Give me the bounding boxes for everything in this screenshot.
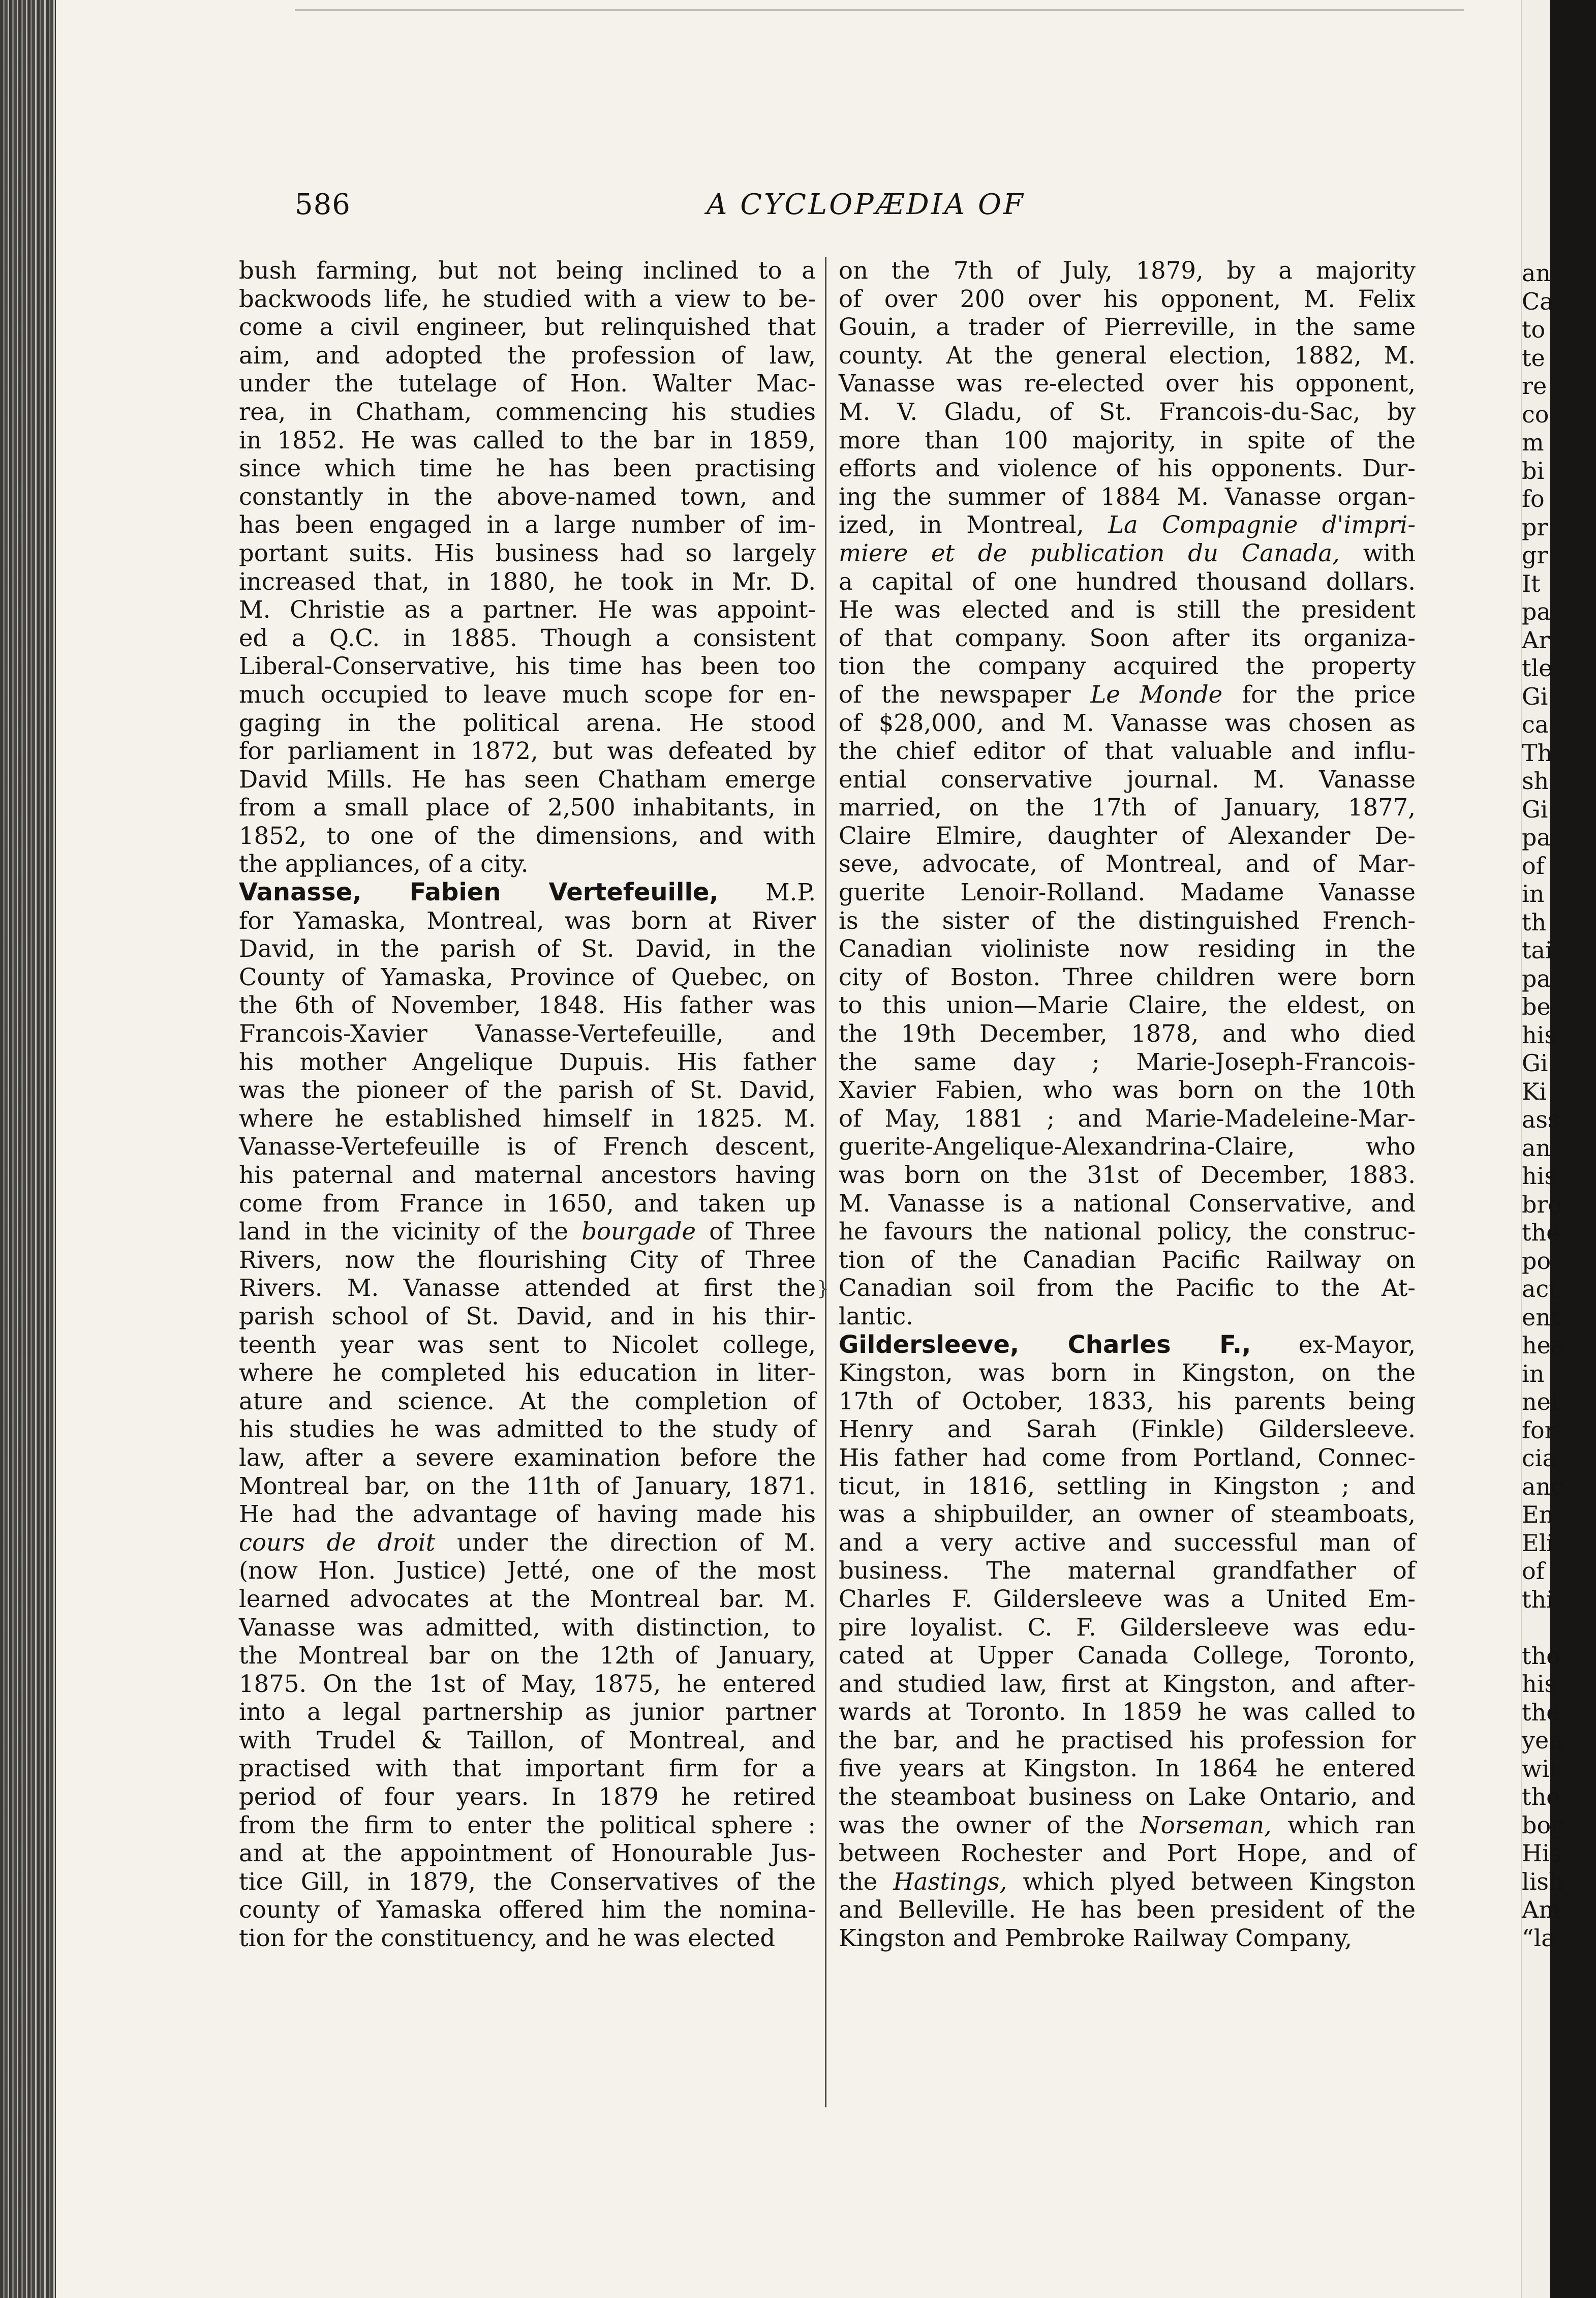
text-line: where he completed his education in liter-: [239, 1359, 816, 1387]
text-fragment: of Three: [695, 1218, 816, 1246]
text-line: was the pioneer of the parish of St. David,: [239, 1076, 816, 1104]
text-line: and studied law, first at Kingston, and after-: [839, 1670, 1416, 1698]
text-line: practised with that important firm for a: [239, 1755, 816, 1782]
next-page-fragment: Gi: [1522, 795, 1548, 823]
next-page-fragment: te: [1522, 344, 1545, 372]
text-line: constantly in the above-named town, and: [239, 482, 816, 510]
text-line: period of four years. In 1879 he retired: [239, 1783, 816, 1811]
text-line: gaging in the political arena. He stood: [239, 709, 816, 737]
text-line: the same day ; Marie-Joseph-Francois-: [839, 1048, 1416, 1076]
text-line: learned advocates at the Montreal bar. M.: [239, 1585, 816, 1613]
next-page-fragment: Gi: [1522, 1049, 1548, 1077]
running-title: A CYCLOPÆDIA OF: [707, 188, 1025, 221]
text-line: aim, and adopted the profession of law,: [239, 341, 816, 369]
text-line: Kingston and Pembroke Railway Company,: [839, 1924, 1353, 1952]
text-line: [239, 1218, 816, 1246]
italic-term: miere et de publication du Canada,: [839, 539, 1340, 567]
text-line: David, in the parish of St. David, in the: [239, 935, 816, 963]
next-page-fragment: to: [1522, 316, 1546, 343]
italic-term: bourgade: [581, 1218, 696, 1246]
entry-heading: Gildersleeve, Charles F.,: [839, 1330, 1251, 1359]
right-column: [839, 257, 1416, 1953]
text-line: Charles F. Gildersleeve was a United Em-: [839, 1585, 1416, 1613]
text-line: Canadian soil from the Pacific to the At-: [839, 1274, 1416, 1302]
column-divider: [825, 257, 826, 2107]
text-fragment: ized, in Montreal,: [839, 511, 1109, 539]
next-page-fragment: wit: [1522, 1755, 1559, 1782]
next-page-fragment: bro: [1522, 1190, 1562, 1218]
text-fragment: for the price: [1222, 680, 1416, 708]
text-line: bush farming, but not being inclined to a: [239, 257, 816, 284]
next-page-fragment: hea: [1522, 1332, 1565, 1359]
text-line: He had the advantage of having made his: [239, 1500, 816, 1528]
next-page-fragment: anc: [1522, 1472, 1564, 1500]
text-line: M. Christie as a partner. He was appoint-: [239, 596, 816, 624]
next-page-fragment: his: [1522, 1021, 1556, 1049]
text-line: his paternal and maternal ancestors having: [239, 1161, 816, 1189]
text-line: since which time he has been practising: [239, 455, 816, 482]
entry-heading-suffix: ex-Mayor,: [1251, 1331, 1416, 1358]
text-line: the 19th December, 1878, and who died: [839, 1020, 1416, 1048]
next-page-fragment: of: [1522, 852, 1545, 880]
text-line: into a legal partnership as junior partner: [239, 1698, 816, 1726]
text-line: [839, 1868, 1416, 1896]
text-line: his mother Angelique Dupuis. His father: [239, 1048, 816, 1076]
next-page-fragment: Gi: [1522, 682, 1548, 710]
italic-term: Le Monde: [1090, 680, 1223, 708]
text-line: tion of the Canadian Pacific Railway on: [839, 1246, 1416, 1274]
next-page-fragment: thi: [1522, 1585, 1554, 1613]
text-line: increased that, in 1880, he took in Mr. D.: [239, 567, 816, 595]
next-page-fragment: nei: [1522, 1388, 1558, 1415]
next-page-fragment: his: [1522, 1162, 1556, 1190]
text-line: ential conservative journal. M. Vanasse: [839, 765, 1416, 793]
text-line: ed a Q.C. in 1885. Though a consistent: [239, 624, 816, 652]
text-line: county. At the general election, 1882, M.: [839, 341, 1416, 369]
next-page-fragment: lish: [1522, 1867, 1564, 1895]
next-page-fragment: fo: [1522, 485, 1545, 512]
text-line: Francois-Xavier Vanasse-Vertefeuille, and: [239, 1020, 816, 1048]
text-line: five years at Kingston. In 1864 he entered: [839, 1755, 1416, 1782]
text-line: Liberal-Conservative, his time has been too: [239, 652, 816, 680]
scan-binding-edge: [0, 0, 56, 2298]
next-page-fragment: po: [1522, 1247, 1551, 1275]
text-line: [839, 539, 1416, 568]
text-line: has been engaged in a large number of im-: [239, 511, 816, 539]
next-page-fragment: yea: [1522, 1727, 1563, 1754]
next-page-fragment: “la: [1522, 1924, 1555, 1952]
text-line: was born on the 31st of December, 1883.: [839, 1161, 1416, 1189]
text-line: Vanasse was re-elected over his opponent,: [839, 370, 1416, 398]
next-page-fragment: His: [1522, 1839, 1562, 1867]
next-page-fragment: ent: [1522, 1303, 1560, 1331]
text-line: a capital of one hundred thousand dollars.: [839, 567, 1416, 595]
text-line: 17th of October, 1833, his parents being: [839, 1387, 1416, 1415]
text-line: guerite Lenoir-Rolland. Madame Vanasse: [839, 879, 1416, 906]
text-line: [839, 511, 1416, 539]
next-page-fragment: tai: [1522, 936, 1553, 964]
text-fragment: under the direction of M.: [435, 1528, 816, 1556]
text-line: ature and science. At the completion of: [239, 1387, 816, 1415]
text-line: pire loyalist. C. F. Gildersleeve was edu-: [839, 1613, 1416, 1641]
next-page-fragment: for: [1522, 1416, 1556, 1444]
text-line: guerite-Angelique-Alexandrina-Claire, who: [839, 1133, 1416, 1161]
next-page-fragment: Ar: [1522, 626, 1550, 654]
text-line: County of Yamaska, Province of Quebec, on: [239, 963, 816, 991]
text-line: David Mills. He has seen Chatham emerge: [239, 765, 816, 793]
text-line: business. The maternal grandfather of: [839, 1557, 1416, 1585]
text-line: His father had come from Portland, Connec-: [839, 1443, 1416, 1471]
margin-mark: }: [817, 1277, 830, 1299]
next-page-fragment: re: [1522, 372, 1547, 400]
text-line: Rivers. M. Vanasse attended at first the: [239, 1274, 816, 1302]
text-line: of May, 1881 ; and Marie-Madeleine-Mar-: [839, 1104, 1416, 1132]
text-line: the 6th of November, 1848. His father was: [239, 991, 816, 1019]
page-number: 586: [295, 188, 351, 221]
text-line: the steamboat business on Lake Ontario, and: [839, 1783, 1416, 1811]
next-page-fragment: [1522, 1614, 1550, 1642]
text-line: Kingston, was born in Kingston, on the: [839, 1359, 1416, 1387]
next-page-fragment: tho: [1522, 1642, 1560, 1670]
text-line: and Belleville. He has been president of the: [839, 1896, 1416, 1924]
next-page-fragment: act: [1522, 1275, 1558, 1303]
text-line: [839, 681, 1416, 709]
text-line: he favours the national policy, the construc-: [839, 1218, 1416, 1246]
text-line: his studies he was admitted to the study of: [239, 1415, 816, 1443]
text-fragment: was the owner of the: [839, 1811, 1140, 1839]
text-line: 1852, to one of the dimensions, and with: [239, 822, 816, 850]
text-line: law, after a severe examination before the: [239, 1443, 816, 1471]
text-line: more than 100 majority, in spite of the: [839, 426, 1416, 454]
next-page-fragment: ca: [1522, 711, 1549, 738]
text-line: M. V. Gladu, of St. Francois-du-Sac, by: [839, 398, 1416, 426]
scan-edge-mark: [295, 9, 1464, 11]
text-line: with Trudel & Taillon, of Montreal, and: [239, 1726, 816, 1754]
entry-heading-suffix: M.P.: [718, 879, 816, 906]
text-line: [239, 879, 816, 907]
text-line: parish school of St. David, and in his thir-: [239, 1302, 816, 1330]
text-line: of that company. Soon after its organiza-: [839, 624, 1416, 652]
next-page-fragment: be: [1522, 993, 1551, 1020]
next-page-fragment: the: [1522, 1783, 1560, 1810]
next-page-fragment: the: [1522, 1698, 1560, 1726]
text-line: where he established himself in 1825. M.: [239, 1104, 816, 1132]
text-line: is the sister of the distinguished French-: [839, 906, 1416, 934]
entry-heading: Vanasse, Fabien Vertefeuille,: [239, 878, 719, 907]
text-line: rea, in Chatham, commencing his studies: [239, 398, 816, 426]
text-line: [239, 1529, 816, 1557]
next-page-fragment: tle: [1522, 654, 1553, 682]
text-fragment: the: [839, 1867, 894, 1895]
text-line: and at the appointment of Honourable Jus-: [239, 1839, 816, 1867]
text-line: from the firm to enter the political sphere :: [239, 1811, 816, 1839]
next-page-edge: [1521, 0, 1565, 2298]
text-line: the chief editor of that valuable and influ-: [839, 737, 1416, 765]
text-line: Canadian violiniste now residing in the: [839, 935, 1416, 963]
next-page-fragment: En: [1522, 1501, 1554, 1528]
text-line: teenth year was sent to Nicolet college,: [239, 1331, 816, 1358]
next-page-fragment: pa: [1522, 964, 1551, 992]
text-line: to this union—Marie Claire, the eldest, on: [839, 991, 1416, 1019]
text-line: city of Boston. Three children were born: [839, 963, 1416, 991]
text-line: [839, 1811, 1416, 1840]
text-line: and a very active and successful man of: [839, 1528, 1416, 1556]
text-line: lantic.: [839, 1302, 913, 1330]
next-page-fragment: in: [1522, 880, 1545, 908]
text-line: was a shipbuilder, an owner of steamboats,: [839, 1500, 1416, 1528]
text-line: from a small place of 2,500 inhabitants, in: [239, 794, 816, 822]
next-page-fragment: Th: [1522, 739, 1553, 767]
text-line: Vanasse was admitted, with distinction, to: [239, 1613, 816, 1641]
next-page-fragment: Ki: [1522, 1077, 1547, 1105]
text-line: Vanasse-Vertefeuille is of French descent,: [239, 1133, 816, 1161]
italic-term: Norseman,: [1140, 1811, 1272, 1839]
text-line: come from France in 1650, and taken up: [239, 1189, 816, 1217]
text-fragment: which ran: [1271, 1811, 1416, 1839]
text-fragment: which plyed between Kingston: [1007, 1867, 1416, 1895]
text-line: efforts and violence of his opponents. Dur-: [839, 455, 1416, 482]
text-fragment: with: [1339, 539, 1416, 567]
italic-term: cours de droit: [239, 1528, 436, 1556]
next-page-fragment: his: [1522, 1670, 1556, 1698]
text-line: under the tutelage of Hon. Walter Mac-: [239, 370, 816, 398]
next-page-fragment: sh: [1522, 767, 1549, 795]
text-line: Claire Elmire, daughter of Alexander De-: [839, 822, 1416, 850]
text-line: for parliament in 1872, but was defeated by: [239, 737, 816, 765]
next-page-fragment: an: [1522, 1134, 1551, 1162]
text-line: Rivers, now the flourishing City of Three: [239, 1246, 816, 1274]
text-line: (now Hon. Justice) Jetté, one of the most: [239, 1557, 816, 1585]
next-page-fragment: in: [1522, 1359, 1545, 1387]
text-line: [839, 1331, 1416, 1359]
next-page-fragment: the: [1522, 1219, 1560, 1246]
next-page-fragment: m: [1522, 429, 1544, 456]
italic-term: La Compagnie d'impri-: [1108, 511, 1416, 539]
text-line: of over 200 over his opponent, M. Felix: [839, 285, 1416, 313]
text-fragment: of the newspaper: [839, 680, 1091, 708]
text-line: portant suits. His business had so largely: [239, 539, 816, 567]
left-column: [239, 257, 816, 1953]
next-page-fragment: an: [1522, 259, 1551, 287]
text-line: Montreal bar, on the 11th of January, 1871.: [239, 1472, 816, 1500]
next-page-fragment: pa: [1522, 598, 1551, 625]
text-line: wards at Toronto. In 1859 he was called to: [839, 1698, 1416, 1726]
text-line: county of Yamaska offered him the nomina-: [239, 1896, 816, 1924]
next-page-fragment: It: [1522, 569, 1541, 597]
next-page-fragment: Eli: [1522, 1529, 1554, 1557]
next-page-fragment: pa: [1522, 824, 1551, 851]
text-line: tice Gill, in 1879, the Conservatives of the: [239, 1867, 816, 1895]
text-line: 1875. On the 1st of May, 1875, he entered: [239, 1670, 816, 1698]
text-line: on the 7th of July, 1879, by a majority: [839, 257, 1416, 284]
text-line: of $28,000, and M. Vanasse was chosen as: [839, 709, 1416, 737]
next-page-fragment: pr: [1522, 513, 1548, 541]
text-line: between Rochester and Port Hope, and of: [839, 1839, 1416, 1867]
text-line: the bar, and he practised his profession for: [839, 1726, 1416, 1754]
text-line: come a civil engineer, but relinquished that: [239, 313, 816, 341]
next-page-fragment: ass: [1522, 1106, 1560, 1133]
text-line: M. Vanasse is a national Conservative, and: [839, 1189, 1416, 1217]
text-line: seve, advocate, of Montreal, and of Mar-: [839, 850, 1416, 878]
next-page-fragment: th: [1522, 908, 1547, 936]
next-page-fragment: gr: [1522, 541, 1548, 569]
text-line: Xavier Fabien, who was born on the 10th: [839, 1076, 1416, 1104]
text-line: Henry and Sarah (Finkle) Gildersleeve.: [839, 1415, 1416, 1443]
next-page-fragment: bor: [1522, 1811, 1562, 1839]
text-line: ing the summer of 1884 M. Vanasse organ-: [839, 482, 1416, 510]
text-line: the Montreal bar on the 12th of January,: [239, 1642, 816, 1670]
italic-term: Hastings,: [893, 1867, 1007, 1895]
text-line: for Yamaska, Montreal, was born at River: [239, 906, 816, 934]
text-line: backwoods life, he studied with a view to be-: [239, 285, 816, 313]
next-page-fragment: Ca: [1522, 287, 1554, 315]
text-line: much occupied to leave much scope for en-: [239, 680, 816, 708]
next-page-fragment: of: [1522, 1557, 1545, 1585]
text-line: the appliances, of a city.: [239, 850, 529, 878]
text-line: cated at Upper Canada College, Toronto,: [839, 1642, 1416, 1670]
text-line: He was elected and is still the president: [839, 596, 1416, 624]
text-fragment: land in the vicinity of the: [239, 1218, 582, 1246]
next-page-fragment: bi: [1522, 457, 1545, 485]
next-page-fragment: co: [1522, 400, 1549, 428]
next-page-fragment: cia: [1522, 1444, 1556, 1472]
text-line: ticut, in 1816, settling in Kingston ; and: [839, 1472, 1416, 1500]
text-line: tion for the constituency, and he was elected: [239, 1924, 776, 1952]
text-line: in 1852. He was called to the bar in 1859,: [239, 426, 816, 454]
next-page-fragment: Am: [1522, 1896, 1561, 1923]
text-line: married, on the 17th of January, 1877,: [839, 794, 1416, 822]
text-line: Gouin, a trader of Pierreville, in the same: [839, 313, 1416, 341]
text-line: tion the company acquired the property: [839, 652, 1416, 680]
